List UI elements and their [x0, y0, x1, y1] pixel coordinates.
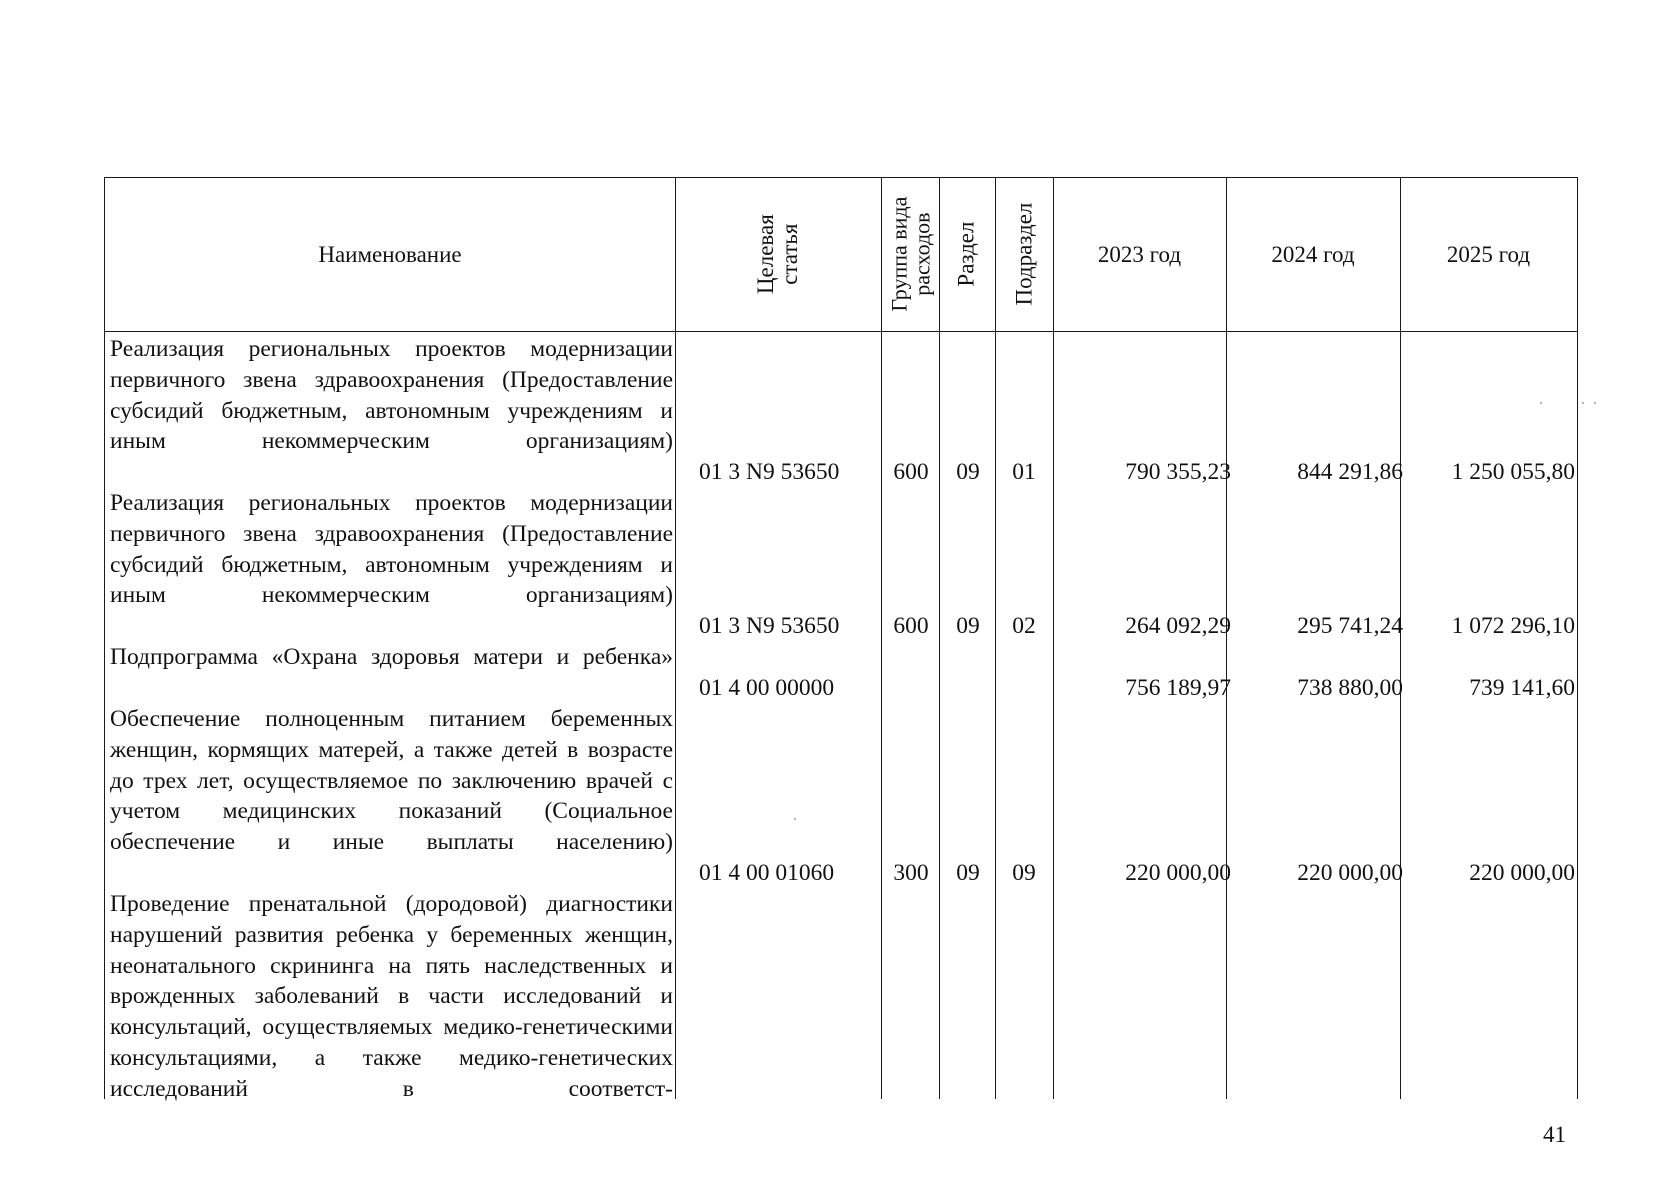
- page-number: 41: [1543, 1122, 1566, 1147]
- header-name: Наименование: [318, 241, 462, 267]
- row-name: Проведение пренатальной (дородовой) диагностики нарушений развития ребенка у беременных женщин, неонатального скрининга на пять наследственных и врожденных заболеваний в части исследований и консультаций, осуществляемых медико-генетическими консультациями, а также медико-генетических исследований в соответст-: [110, 891, 673, 1102]
- row-target: 01 4 00 00000: [699, 675, 835, 701]
- header-target: Целевая статья: [752, 214, 802, 295]
- header-2025: 2025 год: [1446, 241, 1531, 267]
- row-subsection: 01: [1012, 459, 1036, 485]
- scan-speck: [1582, 402, 1584, 404]
- header-2024: 2024 год: [1271, 241, 1355, 267]
- row-2025: 739 141,60: [1469, 675, 1575, 701]
- header-section: Раздел: [953, 221, 979, 288]
- row-2025: 220 000,00: [1469, 860, 1575, 886]
- row-2023: 220 000,00: [1125, 860, 1231, 886]
- row-section: 09: [956, 860, 980, 886]
- scan-speck: [1540, 402, 1542, 404]
- scan-speck: [794, 818, 796, 820]
- row-2024: 738 880,00: [1297, 675, 1403, 701]
- row-2024: 844 291,86: [1297, 459, 1403, 485]
- row-2024: 220 000,00: [1297, 860, 1403, 886]
- row-target: 01 3 N9 53650: [699, 459, 840, 485]
- row-name: Реализация региональных проектов модернизации первичного звена здравоохранения (Предоставление субсидий бюджетным, автономным учреждениям и иным некоммерческим организациям): [110, 336, 673, 455]
- row-name: Обеспечение полноценным питанием беременных женщин, кормящих матерей, а также детей в возрасте до трех лет, осуществляемое по заключению врачей с учетом медицинских показаний (Социальное обеспечение и иные выплаты населению): [110, 706, 673, 856]
- row-target: 01 4 00 01060: [699, 860, 835, 886]
- row-group: 300: [893, 860, 929, 886]
- budget-table: [104, 177, 1578, 1102]
- row-2023: 790 355,23: [1125, 459, 1231, 485]
- row-section: 09: [956, 613, 980, 639]
- scan-speck: [1594, 402, 1596, 404]
- header-group: Группа вида расходов: [885, 197, 935, 312]
- header-separator: [105, 331, 1577, 332]
- row-2023: 756 189,97: [1125, 675, 1231, 701]
- row-2023: 264 092,29: [1125, 613, 1231, 639]
- row-group: 600: [893, 459, 929, 485]
- row-group: 600: [893, 613, 929, 639]
- row-section: 09: [956, 459, 980, 485]
- row-target: 01 3 N9 53650: [699, 613, 840, 639]
- row-2024: 295 741,24: [1297, 613, 1403, 639]
- row-subsection: 02: [1012, 613, 1036, 639]
- row-subsection: 09: [1012, 860, 1036, 886]
- row-name: Реализация региональных проектов модернизации первичного звена здравоохранения (Предоставление субсидий бюджетным, автономным учреждениям и иным некоммерческим организациям): [110, 490, 673, 609]
- row-name: Подпрограмма «Охрана здоровья матери и ребенка»: [110, 644, 673, 670]
- header-2023: 2023 год: [1097, 241, 1182, 267]
- header-subsection: Подраздел: [1010, 203, 1036, 306]
- row-2025: 1 250 055,80: [1451, 459, 1575, 485]
- row-2025: 1 072 296,10: [1451, 613, 1575, 639]
